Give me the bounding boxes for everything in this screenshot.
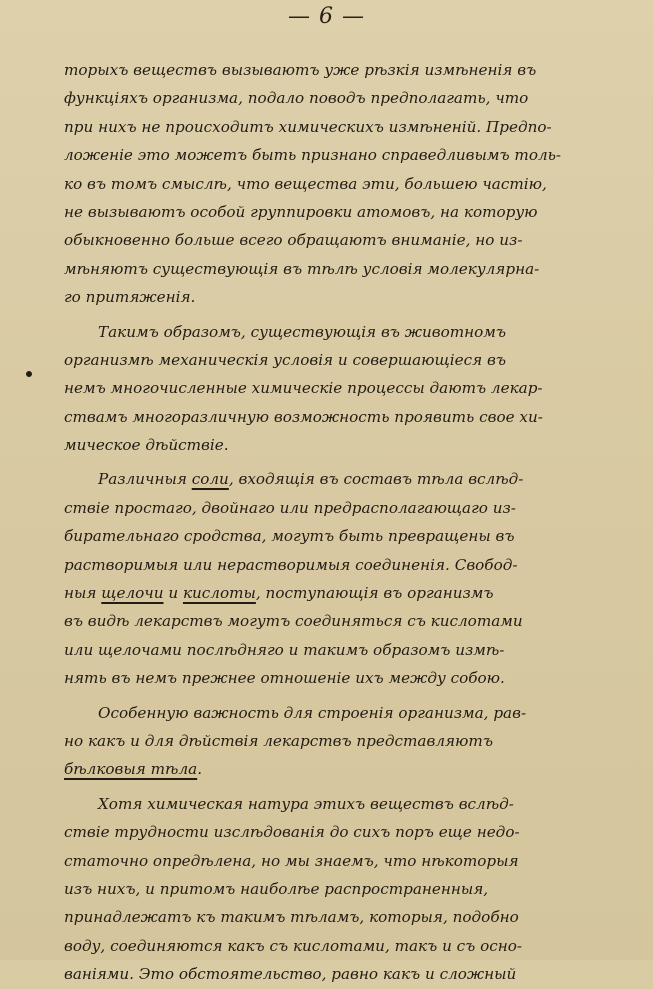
text-segment: организмѣ механическія условія и совершающіеся въ: [64, 350, 506, 369]
page-number: — 6 —: [288, 4, 365, 29]
text-line: [64, 374, 624, 402]
text-segment: бирательнаго сродства, могутъ быть превращены въ: [64, 527, 515, 546]
text-segment: , поступающія въ организмъ: [255, 584, 494, 603]
text-segment: Хотя химическая натура этихъ веществъ вслѣд-: [98, 794, 514, 813]
text-segment: функціяхъ организма, подало поводъ предполагать, что: [64, 89, 529, 108]
text-segment: .: [197, 760, 203, 779]
text-segment: обыкновенно больше всего обращаютъ вниманіе, но из-: [64, 231, 523, 250]
text-segment: но какъ и для дѣйствія лекарствъ представляютъ: [64, 731, 493, 750]
paragraph: [64, 465, 624, 692]
text-line: [64, 755, 624, 783]
text-segment: ствіе трудности изслѣдованія до сихъ поръ еще недо-: [64, 823, 520, 842]
text-line: [64, 56, 624, 84]
text-line: [64, 818, 624, 846]
text-line: [64, 113, 624, 141]
text-segment: или щелочами послѣдняго и такимъ образомъ измѣ-: [64, 640, 505, 659]
text-line: [64, 346, 624, 374]
text-segment: растворимыя или нерастворимыя соединенія. Свобод-: [64, 555, 518, 574]
text-segment: воду, соединяются какъ съ кислотами, такъ и съ осно-: [64, 936, 523, 955]
text-line: [64, 847, 624, 875]
text-line: [64, 431, 624, 459]
text-segment: ваніями. Это обстоятельство, равно какъ и сложный: [64, 965, 517, 984]
text-line: [64, 903, 624, 931]
text-segment: не вызываютъ особой группировки атомовъ, на которую: [64, 202, 538, 221]
text-segment: ложеніе это можетъ быть признано справедливымъ толь-: [64, 146, 562, 165]
text-segment: ствіе простаго, двойнаго или предрасполагающаго из-: [64, 498, 516, 517]
text-line: [64, 141, 624, 169]
text-segment: нять въ немъ прежнее отношеніе ихъ между собою.: [64, 669, 505, 688]
text-segment: изъ нихъ, и притомъ наиболѣе распространенныя,: [64, 879, 489, 898]
text-line: [64, 522, 624, 550]
text-segment: Такимъ образомъ, существующія въ животномъ: [98, 322, 507, 341]
text-line: [64, 932, 624, 960]
text-segment: принадлежатъ къ такимъ тѣламъ, которыя, подобно: [64, 908, 519, 927]
text-segment: торыхъ веществъ вызываютъ уже рѣзкія измѣненія въ: [64, 61, 537, 79]
text-line: [64, 960, 624, 988]
text-segment: мическое дѣйствіе.: [64, 436, 229, 455]
margin-dot: [26, 371, 32, 377]
text-line: [64, 318, 624, 346]
text-line: [64, 790, 624, 818]
underlined-term: бѣлковыя тѣла: [64, 760, 198, 779]
text-line: [64, 170, 624, 198]
text-segment: ко въ томъ смыслѣ, что вещества эти, большею частію,: [64, 174, 547, 193]
text-line: [64, 607, 624, 635]
underlined-term: соли: [191, 470, 229, 489]
paragraph: [64, 699, 624, 784]
text-line: [64, 636, 624, 664]
text-line: [64, 551, 624, 579]
text-line: [64, 727, 624, 755]
text-segment: Особенную важность для строенія организма, рав-: [98, 703, 527, 722]
text-line: [64, 84, 624, 112]
text-line: [64, 579, 624, 607]
text-segment: ствамъ многоразличную возможность проявить свое хи-: [64, 407, 543, 426]
text-segment: при нихъ не происходитъ химическихъ измѣненій. Предпо-: [64, 117, 552, 136]
text-segment: ныя: [64, 584, 102, 603]
text-segment: въ видѣ лекарствъ могутъ соединяться съ кислотами: [64, 612, 523, 631]
text-segment: мѣняютъ существующія въ тѣлѣ условія молекулярна-: [64, 259, 540, 278]
underlined-term: кислоты: [182, 584, 256, 603]
text-segment: Различныя: [98, 470, 192, 489]
text-line: [64, 255, 624, 283]
paragraph: [64, 318, 624, 460]
paragraph: [64, 790, 624, 989]
text-line: [64, 494, 624, 522]
paragraph: [64, 56, 624, 312]
text-line: [64, 875, 624, 903]
text-segment: , входящія въ составъ тѣла вслѣд-: [228, 470, 524, 489]
text-line: [64, 283, 624, 311]
text-segment: немъ многочисленные химическіе процессы даютъ лекар-: [64, 379, 543, 398]
underlined-term: щелочи: [101, 584, 164, 603]
text-segment: статочно опредѣлена, но мы знаемъ, что нѣкоторыя: [64, 851, 519, 870]
text-line: [64, 664, 624, 692]
text-segment: и: [163, 584, 183, 603]
handwritten-text-block: [64, 56, 624, 989]
text-line: [64, 699, 624, 727]
text-line: [64, 198, 624, 226]
text-line: [64, 465, 624, 493]
text-segment: го притяженія.: [64, 288, 196, 307]
text-line: [64, 403, 624, 431]
text-line: [64, 226, 624, 254]
